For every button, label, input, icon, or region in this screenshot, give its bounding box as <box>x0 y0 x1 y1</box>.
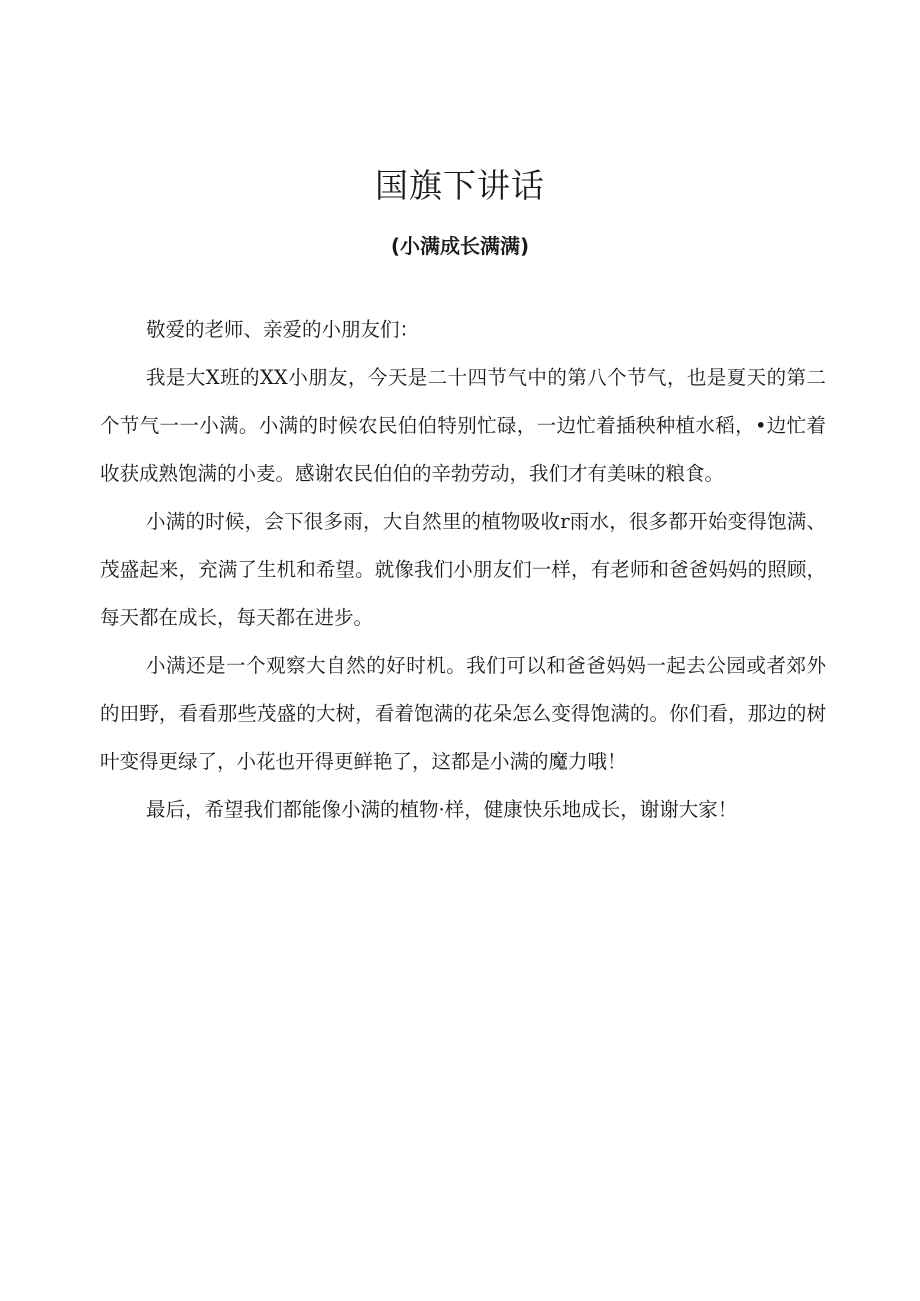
paragraph-3: 小满还是一个观察大自然的好时机。我们可以和爸爸妈妈一起去公园或者郊外的田野，看看那些茂盛的大树，看着饱满的花朵怎么变得饱满的。你们看，那边的树叶变得更绿了，小花也开得更鲜艳了，这都是小满的魔力哦！ <box>100 654 826 773</box>
paragraph-2: 小满的时候，会下很多雨，大自然里的植物吸收r雨水，很多都开始变得饱满、茂盛起来，充满了生机和希望。就像我们小朋友们一样，有老师和爸爸妈妈的照顾，每天都在成长，每天都在进步。 <box>100 510 826 629</box>
page-title: 国旗下讲话 <box>375 166 545 205</box>
paragraph-1: 我是大X班的XX小朋友，今天是二十四节气中的第八个节气，也是夏天的第二个节气一一小满。小满的时候农民伯伯特别忙碌，一边忙着插秧种植水稻，•边忙着收获成熟饱满的小麦。感谢农民伯伯的辛勃劳动，我们才有美味的粮食。 <box>100 366 826 485</box>
paragraph-4: 最后，希望我们都能像小满的植物·样，健康快乐地成长，谢谢大家！ <box>146 798 738 821</box>
speech-body <box>100 306 826 834</box>
page-subtitle: (小满成长满满) <box>390 234 530 258</box>
greeting-line: 敬爱的老师、亲爱的小朋友们： <box>146 318 420 341</box>
